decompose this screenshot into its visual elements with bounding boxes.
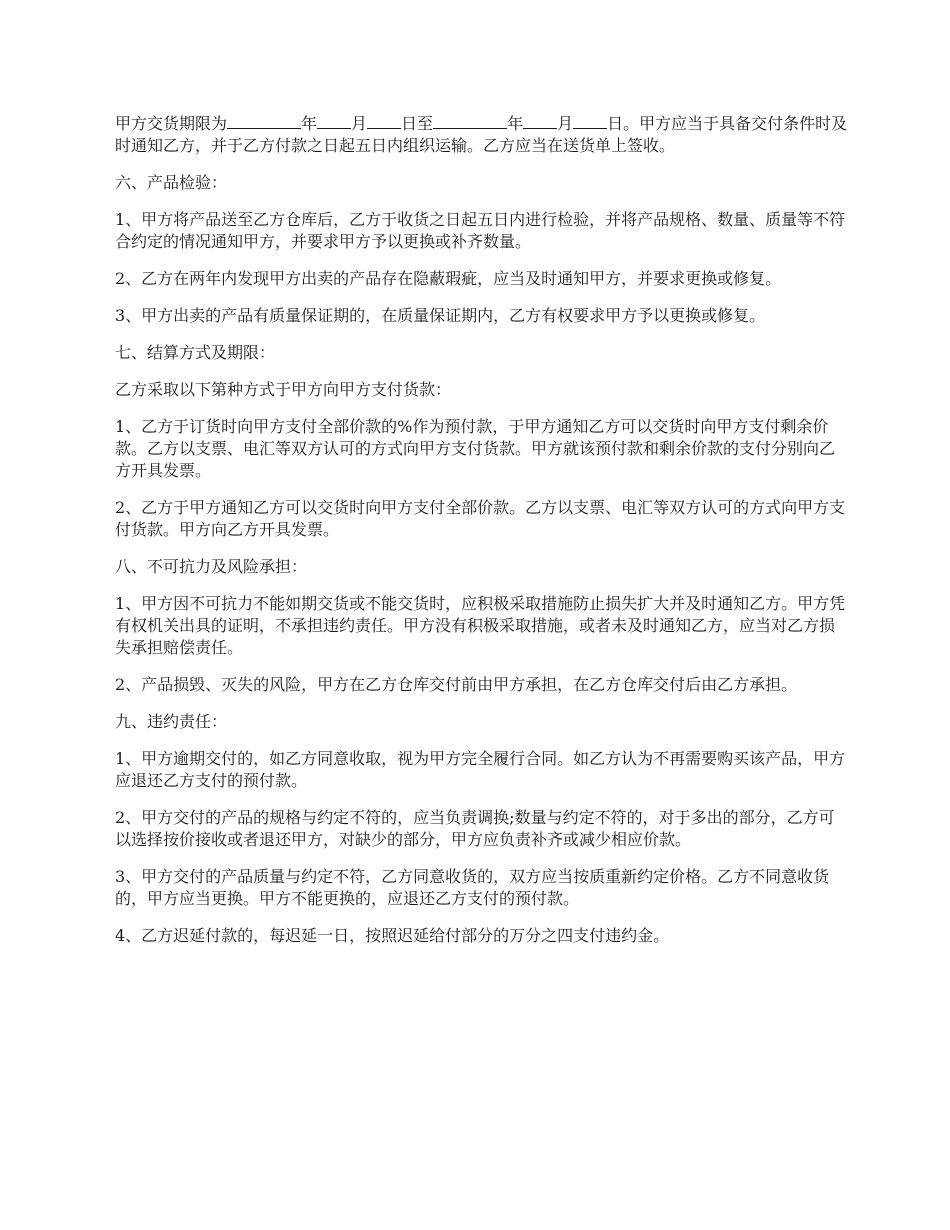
clause-paragraph: 4、乙方迟延付款的，每迟延一日，按照迟延给付部分的万分之四支付违约金。: [115, 926, 670, 945]
section-heading-inspection: 六、产品检验：: [115, 173, 228, 192]
blank-month-end: [523, 112, 557, 129]
clause-paragraph: 2、产品损毁、灭失的风险，甲方在乙方仓库交付前由甲方承担，在乙方仓库交付后由乙方承担。: [115, 675, 798, 694]
clause-paragraph: 3、甲方交付的产品质量与约定不符，乙方同意收货的，双方应当按质重新约定价格。乙方不同意收货的，甲方应当更换。甲方不能更换的，应退还乙方支付的预付款。: [115, 867, 830, 908]
delivery-term-paragraph: [115, 112, 850, 157]
clause-paragraph: 1、甲方逾期交付的，如乙方同意收取，视为甲方完全履行合同。如乙方认为不再需要购买该产品，甲方应退还乙方支付的预付款。: [115, 749, 846, 790]
clause-paragraph: 1、甲方将产品送至乙方仓库后，乙方于收货之日起五日内进行检验，并将产品规格、数量、质量等不符合约定的情况通知甲方，并要求甲方予以更换或补齐数量。: [115, 210, 846, 251]
year-label: 年: [507, 114, 524, 133]
clause-paragraph: 1、乙方于订货时向甲方支付全部价款的%作为预付款，于甲方通知乙方可以交货时向甲方支付剩余价款。乙方以支票、电汇等双方认可的方式向甲方支付货款。甲方就该预付款和剩余价款的支付分别向乙方开具发票。: [115, 417, 836, 480]
blank-year-end: [433, 112, 507, 129]
section-heading-force-majeure: 八、不可抗力及风险承担：: [115, 557, 308, 576]
section-heading-settlement: 七、结算方式及期限：: [115, 343, 276, 362]
document-page: [115, 112, 850, 962]
delivery-suffix: 日。甲方应当于具备交付条件时及时通知乙方，并于乙方付款之日起五日内组织运输。乙方应当在送货单上签收。: [115, 114, 848, 155]
clause-paragraph: 2、乙方于甲方通知乙方可以交货时向甲方支付全部价款。乙方以支票、电汇等双方认可的方式向甲方支付货款。甲方向乙方开具发票。: [115, 498, 846, 539]
month-label: 月: [557, 114, 574, 133]
clause-paragraph: 2、甲方交付的产品的规格与约定不符的，应当负责调换;数量与约定不符的，对于多出的部分，乙方可以选择按价接收或者退还甲方，对缺少的部分，甲方应负责补齐或减少相应价款。: [115, 808, 835, 849]
blank-month-start: [317, 112, 351, 129]
blank-year-start: [227, 112, 301, 129]
clause-paragraph: 2、乙方在两年内发现甲方出卖的产品存在隐蔽瑕疵，应当及时通知甲方，并要求更换或修复。: [115, 269, 782, 288]
delivery-prefix: 甲方交货期限为: [115, 114, 228, 133]
clause-paragraph: 乙方采取以下第种方式于甲方向甲方支付货款：: [115, 380, 452, 399]
clause-paragraph: 1、甲方因不可抗力不能如期交货或不能交货时，应积极采取措施防止损失扩大并及时通知乙方。甲方凭有权机关出具的证明，不承担违约责任。甲方没有积极采取措施，或者未及时通知乙方，应当对乙方损失承担赔偿责任。: [115, 594, 846, 657]
year-label: 年: [301, 114, 318, 133]
month-label: 月: [351, 114, 368, 133]
section-heading-liability: 九、违约责任：: [115, 712, 228, 731]
day-to-label: 日至: [401, 114, 434, 133]
blank-day-end: [573, 112, 607, 129]
clause-paragraph: 3、甲方出卖的产品有质量保证期的，在质量保证期内，乙方有权要求甲方予以更换或修复。: [115, 306, 766, 325]
blank-day-start: [367, 112, 401, 129]
